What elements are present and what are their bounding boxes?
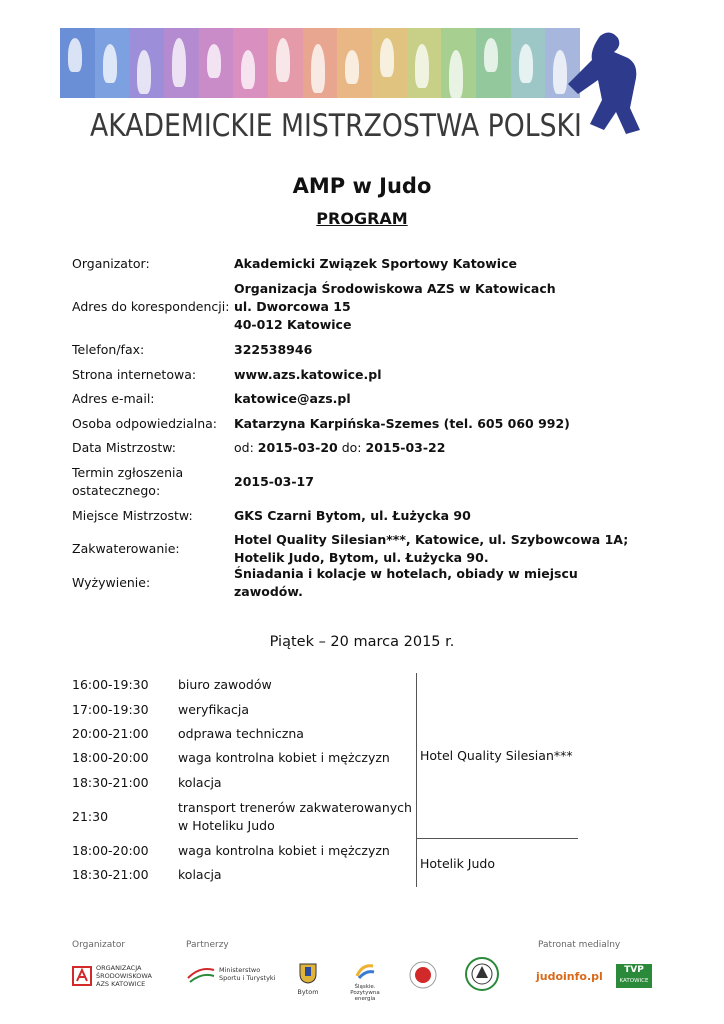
bytom-crest-icon xyxy=(298,962,318,984)
media-heading: Patronat medialny xyxy=(538,940,621,950)
info-value xyxy=(234,565,632,601)
bytom-logo-text: Bytom xyxy=(297,988,319,996)
info-label: Miejsce Mistrzostw: xyxy=(72,508,193,523)
info-label: Zakwaterowanie: xyxy=(72,541,180,556)
info-row-website xyxy=(72,362,632,387)
info-label: Telefon/fax: xyxy=(72,342,145,357)
banner-stripe xyxy=(476,28,511,98)
info-row-venue xyxy=(72,504,632,528)
venue-cell xyxy=(417,673,578,838)
athlete-silhouette-icon xyxy=(380,38,394,77)
athlete-silhouette-icon xyxy=(241,50,255,89)
info-value-line: 40-012 Katowice xyxy=(234,317,352,332)
sport-silhouettes-strip xyxy=(60,28,580,98)
page-subtitle: PROGRAM xyxy=(316,209,408,228)
info-row-accommodation xyxy=(72,528,632,570)
info-value xyxy=(234,280,632,334)
banner-title: AKADEMICKIE MISTRZOSTWA POLSKI xyxy=(90,108,582,144)
logo-text-line: Śląskie. xyxy=(354,984,376,990)
athlete-silhouette-icon xyxy=(68,38,82,72)
schedule-activity: biuro zawodów xyxy=(178,677,272,692)
info-value-line: Akademicki Związek Sportowy Katowice xyxy=(234,256,517,271)
banner-stripe xyxy=(268,28,303,98)
logo-text-line: Sportu i Turystyki xyxy=(219,974,276,982)
info-value xyxy=(234,255,632,273)
info-row-phone xyxy=(72,338,632,362)
header-banner xyxy=(60,28,660,144)
athlete-silhouette-icon xyxy=(311,44,325,93)
banner-stripe xyxy=(511,28,546,98)
info-value xyxy=(234,507,632,525)
info-value xyxy=(234,439,632,457)
banner-stripe xyxy=(95,28,130,98)
athlete-silhouette-icon xyxy=(415,44,429,88)
banner-stripe xyxy=(303,28,338,98)
athlete-silhouette-icon xyxy=(137,50,151,94)
judoinfo-logo: judoinfo.pl xyxy=(536,970,603,983)
info-value-line: ul. Dworcowa 15 xyxy=(234,299,351,314)
info-row-organizer xyxy=(72,252,632,276)
schedule-time: 17:00-19:30 xyxy=(72,701,149,717)
tvp-sub-text: KATOWICE xyxy=(619,978,649,984)
info-value-line: Hotelik Judo, Bytom, ul. Łużycka 90. xyxy=(234,550,489,565)
info-label-line: ostatecznego: xyxy=(72,483,161,498)
schedule-activity: kolacja xyxy=(178,774,222,790)
logo-text-line: Pozytywna energia xyxy=(350,990,380,1002)
athlete-silhouette-icon xyxy=(345,50,359,84)
website-link[interactable]: www.azs.katowice.pl xyxy=(234,366,382,382)
schedule-activity: waga kontrolna kobiet i mężczyzn xyxy=(178,842,390,858)
info-label: Adres e-mail: xyxy=(72,391,155,406)
organizer-heading: Organizator xyxy=(72,940,126,950)
athlete-silhouette-icon xyxy=(172,38,186,87)
info-label: Wyżywienie: xyxy=(72,575,151,590)
athlete-silhouette-icon xyxy=(449,50,463,99)
info-value-line: Śniadania i kolacje w hotelach, obiady w miejscu zawodów. xyxy=(234,566,578,599)
ministry-logo-text xyxy=(219,966,275,982)
judo-federation-badge-icon xyxy=(464,956,500,992)
schedule-activity: kolacja xyxy=(178,867,222,882)
banner-stripe xyxy=(233,28,268,98)
athlete-silhouette-icon xyxy=(484,38,498,72)
sponsors-footer xyxy=(60,940,660,1000)
date-from: 2015-03-20 xyxy=(257,440,338,455)
banner-stripe xyxy=(372,28,407,98)
athlete-silhouette-icon xyxy=(103,44,117,83)
logo-text-line: ORGANIZACJA xyxy=(96,964,142,972)
email-link[interactable]: katowice@azs.pl xyxy=(234,391,351,406)
info-value-line: Hotel Quality Silesian***, Katowice, ul. Szybowcowa 1A; xyxy=(234,532,629,547)
tvp-text: TVP xyxy=(624,965,644,975)
info-label: Organizator: xyxy=(72,256,150,271)
info-value xyxy=(234,390,632,408)
banner-stripe xyxy=(441,28,476,98)
venue-column xyxy=(416,673,577,887)
date-from-word: od: xyxy=(234,440,258,455)
schedule-activity: weryfikacja xyxy=(178,701,250,717)
slaskie-logo xyxy=(342,962,388,1002)
info-value-line: GKS Czarni Bytom, ul. Łużycka 90 xyxy=(234,508,471,523)
ministry-swoosh-icon xyxy=(186,964,216,984)
logo-text-line: ŚRODOWISKOWA xyxy=(96,972,152,980)
schedule-table xyxy=(72,673,577,887)
info-row-dates xyxy=(72,436,632,460)
info-label: Strona internetowa: xyxy=(72,366,197,382)
info-label: Data Mistrzostw: xyxy=(72,440,177,455)
logo-text-line: AZS KATOWICE xyxy=(96,980,146,988)
schedule-activity-line: w Hoteliku Judo xyxy=(178,817,275,833)
date-to-word: do: xyxy=(337,440,366,455)
schedule-activity-line: transport trenerów zakwaterowanych xyxy=(178,799,412,815)
banner-stripe xyxy=(129,28,164,98)
info-value-line: Organizacja Środowiskowa AZS w Katowicach xyxy=(234,281,556,296)
schedule-time: 16:00-19:30 xyxy=(72,677,149,692)
info-value xyxy=(234,531,632,567)
event-info-table xyxy=(72,252,632,599)
info-value-line: 2015-03-17 xyxy=(234,474,314,489)
venue-name: Hotelik Judo xyxy=(420,855,495,871)
info-row-email xyxy=(72,387,632,411)
info-row-meals xyxy=(72,566,632,599)
azs-logo-text xyxy=(96,964,152,988)
logo-text-line: Ministerstwo xyxy=(219,966,261,974)
info-value-line: Katarzyna Karpińska-Szemes (tel. 605 060 992) xyxy=(234,415,570,431)
ministry-logo xyxy=(186,964,275,984)
athlete-silhouette-icon xyxy=(276,38,290,82)
banner-stripe xyxy=(60,28,95,98)
schedule-time: 18:00-20:00 xyxy=(72,750,149,765)
athlete-silhouette-icon xyxy=(207,44,221,78)
date-to: 2015-03-22 xyxy=(365,440,446,455)
info-row-deadline xyxy=(72,460,632,504)
venue-name: Hotel Quality Silesian*** xyxy=(420,748,573,763)
info-value xyxy=(234,341,632,359)
tvp-katowice-logo xyxy=(616,964,652,988)
banner-stripe xyxy=(337,28,372,98)
schedule-time: 18:30-21:00 xyxy=(72,867,149,882)
partners-heading: Partnerzy xyxy=(186,940,229,950)
info-value xyxy=(234,473,632,491)
info-label: Osoba odpowiedzialna: xyxy=(72,415,218,431)
banner-stripe xyxy=(199,28,234,98)
phone-number: 322538946 xyxy=(234,342,313,357)
slaskie-logo-text xyxy=(342,984,388,1002)
azs-emblem-icon xyxy=(72,966,92,986)
club-badge-icon xyxy=(408,960,438,990)
schedule-time: 20:00-21:00 xyxy=(72,726,149,741)
page-title: AMP w Judo xyxy=(292,174,432,198)
schedule-activity: waga kontrolna kobiet i mężczyzn xyxy=(178,750,390,765)
banner-stripe xyxy=(164,28,199,98)
schedule-time: 18:00-20:00 xyxy=(72,842,149,858)
schedule-time: 21:30 xyxy=(72,808,109,824)
schedule-activity: odprawa techniczna xyxy=(178,726,304,741)
venue-cell xyxy=(417,839,578,887)
schedule-activity xyxy=(178,799,416,835)
info-label: Adres do korespondencji: xyxy=(72,299,230,314)
info-row-address xyxy=(72,276,632,338)
info-row-contact-person xyxy=(72,411,632,436)
day-heading: Piątek – 20 marca 2015 r. xyxy=(269,634,455,650)
info-label-line: Termin zgłoszenia xyxy=(72,465,184,480)
athlete-silhouette-icon xyxy=(519,44,533,83)
bytom-logo xyxy=(296,962,320,996)
banner-stripe xyxy=(407,28,442,98)
azs-katowice-logo xyxy=(72,964,152,988)
info-label xyxy=(72,464,234,500)
slaskie-emblem-icon xyxy=(354,962,376,980)
schedule-time: 18:30-21:00 xyxy=(72,774,149,790)
info-value xyxy=(234,366,632,384)
info-value xyxy=(234,415,632,433)
